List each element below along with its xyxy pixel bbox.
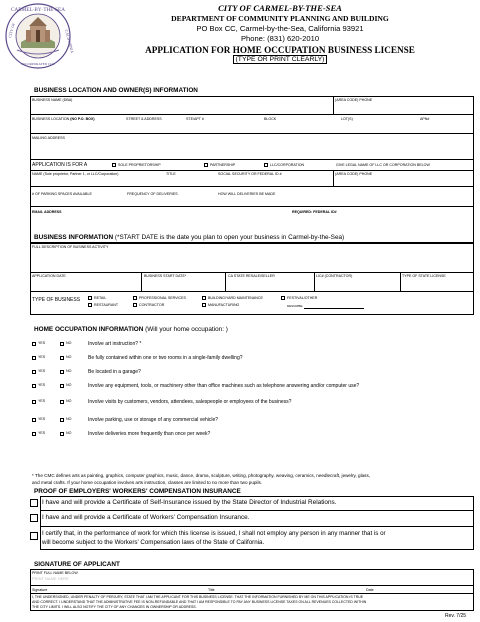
- question-yes-checkbox[interactable]: [32, 384, 36, 388]
- question-no-label: NO: [66, 369, 72, 373]
- signature-label: Signature: [32, 588, 48, 592]
- street-address-label: STREET & ADDRESS: [126, 117, 162, 121]
- business-start-date-label: BUSINESS START DATE*: [144, 274, 187, 278]
- area-code-phone-2-label: (AREA CODE) PHONE: [335, 172, 373, 176]
- building-maintenance-checkbox[interactable]: [202, 296, 206, 300]
- svg-text:INCORPORATED 1916: INCORPORATED 1916: [21, 62, 55, 66]
- workers-comp-certificate-text: I have and will provide a Certificate of Workers' Compensation Insurance.: [42, 514, 250, 521]
- sole-proprietorship-label: SOLE PROPRIETORSHIP: [118, 163, 161, 167]
- question-text: Involve any equipment, tools, or machinery other than office machines such as telephone answering and/or computer use?: [88, 383, 360, 389]
- contractor-label: CONTRACTOR: [139, 303, 165, 307]
- apn-label: APN#: [420, 117, 430, 121]
- festival-other-label: FESTIVAL/OTHER: [287, 296, 318, 300]
- attestation-line3: THE CITY LIMITS. I WILL ALSO NOTIFY THE CITY OF ANY CHANGES IN OWNERSHIP OR ADDRESS.: [32, 605, 197, 609]
- email-label: EMAIL ADDRESS: [32, 210, 62, 214]
- retail-checkbox[interactable]: [88, 296, 92, 300]
- describe-label: DESCRIBE:: [287, 304, 304, 308]
- question-no-label: NO: [66, 431, 72, 435]
- question-no-checkbox[interactable]: [60, 418, 64, 422]
- partnership-label: PARTNERSHIP: [210, 163, 236, 167]
- state-resale-label: CA STATE RESALE/SELLER: [228, 274, 275, 278]
- question-no-checkbox[interactable]: [60, 432, 64, 436]
- svg-text:CARMEL·BY·THE·SEA: CARMEL·BY·THE·SEA: [11, 7, 65, 13]
- business-name-label: BUSINESS NAME (DBA): [32, 98, 73, 102]
- department-address: PO Box CC, Carmel-by-the-Sea, California 93921: [196, 24, 364, 33]
- owner-name-label: NAME (Sole proprietor, Partner 1, or LLC/Corporation): [32, 172, 119, 176]
- no-employees-text-line2: will become subject to the Workers' Compensation laws of the State of California.: [42, 539, 265, 546]
- question-yes-checkbox[interactable]: [32, 342, 36, 346]
- lots-label: LOT(S): [341, 117, 353, 121]
- business-location-label: BUSINESS LOCATION (NO P.O. BOX): [32, 117, 95, 121]
- llc-corporation-checkbox[interactable]: [264, 163, 268, 167]
- give-legal-name-label: GIVE LEGAL NAME OF LLC OR CORPORATION BELOW: [336, 163, 430, 167]
- question-no-label: NO: [66, 399, 72, 403]
- arts-footnote-line1: * The CMC defines arts as painting, graphics, computer graphics, music, dance, drama, sculpture, writing, photography, weaving, ceramics, needlecraft, jewelry, glass,: [32, 473, 371, 478]
- professional-services-label: PROFESSIONAL SERVICES: [139, 296, 186, 300]
- question-yes-label: YES: [38, 355, 46, 359]
- block-label: BLOCK: [264, 117, 277, 121]
- revision-label: Rev. 7/25: [445, 613, 467, 619]
- manufacturing-checkbox[interactable]: [202, 303, 206, 307]
- form-subtitle: (TYPE OR PRINT CLEARLY): [80, 56, 480, 63]
- department-phone: Phone: (831) 620-2010: [240, 34, 320, 43]
- question-yes-checkbox[interactable]: [32, 370, 36, 374]
- federal-id-label: REQUIRED: FEDERAL ID#: [292, 210, 337, 214]
- department-name: DEPARTMENT OF COMMUNITY PLANNING AND BUILDING: [171, 14, 389, 23]
- question-text: Involve parking, use or storage of any commercial vehicle?: [88, 417, 219, 423]
- type-of-business-label: TYPE OF BUSINESS: [32, 297, 81, 303]
- question-yes-label: YES: [38, 341, 46, 345]
- arts-footnote-line2: and metal crafts. If your home occupation involves arts instruction, classes are limited to no more than two pupils.: [32, 480, 263, 485]
- signature-date-label: Date: [366, 588, 374, 592]
- self-insurance-text: I have and will provide a Certificate of Self-Insurance issued by the State Director of Industrial Relations.: [42, 499, 337, 506]
- question-no-label: NO: [66, 417, 72, 421]
- retail-label: RETAIL: [94, 296, 107, 300]
- question-no-checkbox[interactable]: [60, 384, 64, 388]
- ssn-federal-id-label: SOCIAL SECURITY OR FEDERAL ID #: [218, 172, 282, 176]
- print-full-name-label: PRINT FULL NAME BELOW: [32, 571, 78, 575]
- application-date-label: APPLICATION DATE: [32, 274, 66, 278]
- question-yes-label: YES: [38, 431, 46, 435]
- contractor-checkbox[interactable]: [133, 303, 137, 307]
- festival-other-checkbox[interactable]: [281, 296, 285, 300]
- application-for-label: APPLICATION IS FOR A: [32, 162, 88, 168]
- question-no-label: NO: [66, 355, 72, 359]
- manufacturing-label: MANUFACTURING: [208, 303, 240, 307]
- partnership-checkbox[interactable]: [204, 163, 208, 167]
- question-text: Be fully contained within one or two rooms in a single-family dwelling?: [88, 355, 243, 361]
- question-yes-checkbox[interactable]: [32, 356, 36, 360]
- print-name-field[interactable]: PRINT NAME HERE: [32, 576, 69, 581]
- question-no-checkbox[interactable]: [60, 342, 64, 346]
- form-title: APPLICATION FOR HOME OCCUPATION BUSINESS LICENSE: [145, 45, 415, 55]
- section-business-location-heading: BUSINESS LOCATION AND OWNER(S) INFORMATION: [34, 87, 198, 94]
- attestation-line1: I, THE UNDERSIGNED, UNDER PENALTY OF PERJURY, STATE THAT I AM THE APPLICANT FOR THIS BUSINESS LICENSE. THAT THE INFORMATION FURNISHED BY ME ON THIS APPLICATION IS TRUE: [32, 595, 364, 599]
- ste-apt-label: STE/APT #: [186, 117, 204, 121]
- section-home-occupation-heading: HOME OCCUPATION INFORMATION (Will your home occupation: ): [34, 326, 228, 333]
- section-signature-heading: SIGNATURE OF APPLICANT: [34, 561, 120, 568]
- owner-title-label: TITLE: [166, 172, 176, 176]
- question-yes-label: YES: [38, 369, 46, 373]
- question-text: Involve art instruction? *: [88, 341, 142, 347]
- question-yes-label: YES: [38, 383, 46, 387]
- question-yes-checkbox[interactable]: [32, 418, 36, 422]
- llc-corporation-label: LLC/CORPORATION: [270, 163, 305, 167]
- restaurant-label: RESTAURANT: [94, 303, 119, 307]
- parking-spaces-label: # OF PARKING SPACES AVAILABLE: [32, 192, 92, 196]
- no-employees-checkbox[interactable]: [30, 532, 38, 540]
- question-text: Involve visits by customers, vendors, attendees, salespeople or employees of the business?: [88, 399, 292, 405]
- question-no-label: NO: [66, 383, 72, 387]
- svg-text:CALIFORNIA: CALIFORNIA: [64, 28, 76, 54]
- question-no-checkbox[interactable]: [60, 370, 64, 374]
- contractor-license-label: LIC# (CONTRACTOR): [316, 274, 353, 278]
- question-text: Involve deliveries more frequently than once per week?: [88, 431, 211, 437]
- building-maintenance-label: BUILDING/YARD MAINTENANCE: [208, 296, 263, 300]
- city-name: CITY OF CARMEL-BY-THE-SEA: [218, 3, 342, 13]
- section-business-information-heading: BUSINESS INFORMATION (*START DATE is the date you plan to open your business in Carmel-by-the-Sea): [34, 234, 345, 241]
- question-yes-checkbox[interactable]: [32, 432, 36, 436]
- delivery-frequency-label: FREQUENCY OF DELIVERIES: [127, 192, 178, 196]
- self-insurance-checkbox[interactable]: [30, 499, 38, 507]
- question-no-checkbox[interactable]: [60, 356, 64, 360]
- question-yes-label: YES: [38, 399, 46, 403]
- delivery-method-label: HOW WILL DELIVERIES BE MADE: [218, 192, 276, 196]
- workers-comp-certificate-checkbox[interactable]: [30, 514, 38, 522]
- sole-proprietorship-checkbox[interactable]: [112, 163, 116, 167]
- question-no-checkbox[interactable]: [60, 400, 64, 404]
- area-code-phone-label: (AREA CODE) PHONE: [335, 98, 373, 102]
- signature-title-label: Title: [208, 588, 215, 592]
- restaurant-checkbox[interactable]: [88, 303, 92, 307]
- business-activity-label: FULL DESCRIPTION OF BUSINESS ACTIVITY: [32, 245, 109, 249]
- attestation-line2: AND CORRECT. I UNDERSTAND THAT THE ADMINISTRATIVE FEE IS NON-REFUNDABLE AND THAT I AM RESPONSIBLE TO PAY ANY BUSINESS LICENSE TAXES ON ALL REVENUES COLLECTED WITHIN: [32, 600, 367, 604]
- section-workers-comp-heading: PROOF OF EMPLOYERS' WORKERS' COMPENSATION INSURANCE: [34, 488, 241, 495]
- professional-services-checkbox[interactable]: [133, 296, 137, 300]
- question-text: Be located in a garage?: [88, 369, 141, 375]
- city-seal: [4, 2, 76, 70]
- mailing-address-label: MAILING ADDRESS: [32, 136, 65, 140]
- state-license-type-label: TYPE OF STATE LICENSE: [402, 274, 446, 278]
- question-no-label: NO: [66, 341, 72, 345]
- no-employees-text-line1: I certify that, in the performance of work for which this license is issued, I shall not employ any person in any manner that is or: [42, 530, 386, 537]
- question-yes-checkbox[interactable]: [32, 400, 36, 404]
- question-yes-label: YES: [38, 417, 46, 421]
- svg-text:CITY OF: CITY OF: [7, 22, 16, 39]
